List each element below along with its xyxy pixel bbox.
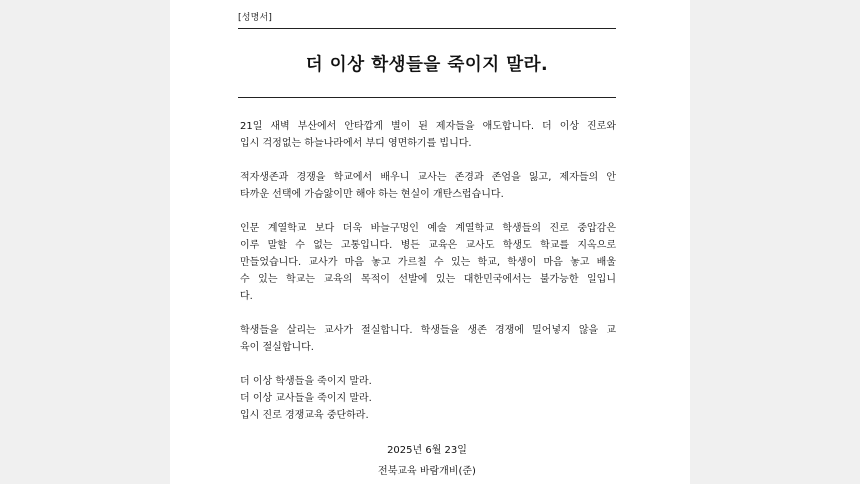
text-line: 인문 계열학교 보다 더욱 바늘구멍인 예술 계열학교 학생들의 진로 중압감은 xyxy=(240,223,616,234)
top-divider xyxy=(238,28,616,29)
statement-body xyxy=(240,118,616,424)
text-line: 다. xyxy=(240,291,253,302)
statement-signer: 전북교육 바람개비(준) xyxy=(378,466,476,477)
text-line: 육이 절실합니다. xyxy=(240,342,314,353)
document-type-tag: [성명서] xyxy=(238,13,273,23)
text-line: 수 있는 학교는 교육의 목적이 선발에 있는 대한민국에서는 불가능한 일입니 xyxy=(240,274,616,285)
text-line: 입시 걱정없는 하늘나라에서 부디 영면하기를 빕니다. xyxy=(240,138,472,149)
paragraph-appeal xyxy=(240,322,616,356)
statement-title: 더 이상 학생들을 죽이지 말라. xyxy=(305,55,549,75)
text-line: 21일 새벽 부산에서 안타깝게 별이 된 제자들을 애도합니다. 더 이상 진로와 xyxy=(240,121,616,132)
text-line: 타까운 선택에 가슴앓이만 해야 하는 현실이 개탄스럽습니다. xyxy=(240,189,504,200)
text-line: 적자생존과 경쟁을 학교에서 배우니 교사는 존경과 존엄을 잃고, 제자들의 안 xyxy=(240,172,616,183)
demand-line: 입시 진로 경쟁교육 중단하라. xyxy=(240,410,369,421)
paragraph-pressure xyxy=(240,220,616,305)
closing-demands xyxy=(240,373,616,424)
text-line: 이루 말할 수 없는 고통입니다. 병든 교육은 교사도 학생도 학교를 지옥으로 xyxy=(240,240,616,251)
paragraph-mourning xyxy=(240,118,616,152)
demand-line: 더 이상 학생들을 죽이지 말라. xyxy=(240,376,372,387)
statement-page xyxy=(170,0,690,484)
text-line: 학생들을 살리는 교사가 절실합니다. 학생들을 생존 경쟁에 밀어넣지 않을 교 xyxy=(240,325,616,336)
statement-date: 2025년 6월 23일 xyxy=(387,445,467,456)
text-line: 만들었습니다. 교사가 마음 놓고 가르칠 수 있는 학교, 학생이 마음 놓고 배울 xyxy=(240,257,616,268)
paragraph-reality xyxy=(240,169,616,203)
demand-line: 더 이상 교사들을 죽이지 말라. xyxy=(240,393,372,404)
bottom-divider xyxy=(238,97,616,98)
